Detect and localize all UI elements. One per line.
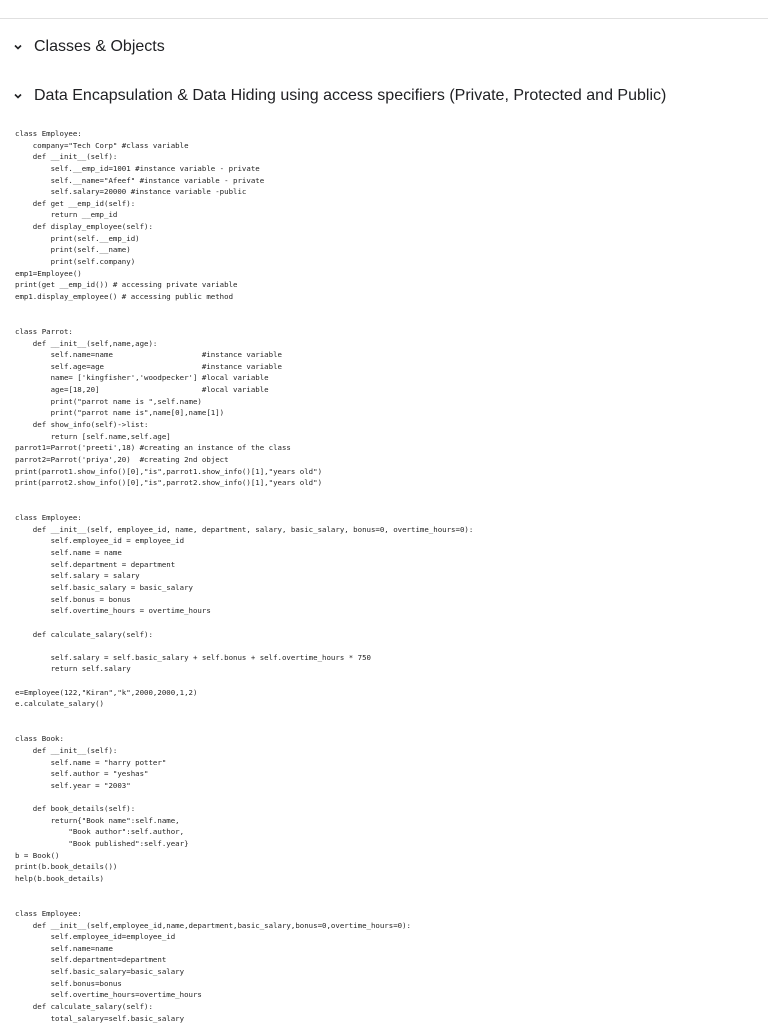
- code-line: self.author = "yeshas": [15, 769, 149, 779]
- code-line: print(self.company): [15, 257, 136, 267]
- code-line: def __init__(self,name,age):: [15, 338, 158, 348]
- code-line: e=Employee(122,"Kiran","k",2000,2000,1,2): [15, 687, 198, 697]
- section-header-classes-objects[interactable]: [0, 32, 768, 62]
- code-line: return self.salary: [15, 664, 131, 674]
- code-line: [15, 303, 760, 315]
- code-line: [15, 896, 760, 908]
- code-line: [15, 710, 760, 722]
- code-line: print("parrot name is ",self.name): [15, 396, 202, 406]
- code-line: return [self.name,self.age]: [15, 431, 171, 441]
- top-bar: [0, 0, 768, 19]
- code-line: class Parrot:: [15, 326, 73, 336]
- code-line: print(parrot1.show_info()[0],"is",parrot1.show_info()[1],"years old"): [15, 466, 323, 476]
- code-block: [15, 128, 760, 1024]
- code-line: self.salary = salary: [15, 571, 140, 581]
- code-line: self.employee_id=employee_id: [15, 932, 176, 942]
- code-line: self.name=name: [15, 943, 113, 953]
- code-line: self.bonus = bonus: [15, 594, 131, 604]
- code-line: def display_employee(self):: [15, 222, 153, 232]
- code-line: def show_info(self)->list:: [15, 420, 149, 430]
- code-line: def calculate_salary(self):: [15, 1002, 153, 1012]
- code-line: [15, 792, 760, 804]
- code-line: parrot2=Parrot('priya',20) #creating 2nd object: [15, 454, 229, 464]
- code-line: def get __emp_id(self):: [15, 198, 136, 208]
- code-line: self.bonus=bonus: [15, 978, 122, 988]
- code-line: self.basic_salary = basic_salary: [15, 582, 193, 592]
- code-line: print(parrot2.show_info()[0],"is",parrot2.show_info()[1],"years old"): [15, 478, 323, 488]
- code-line: class Employee:: [15, 513, 82, 523]
- code-line: self.name = name: [15, 548, 122, 558]
- code-line: self.department = department: [15, 559, 176, 569]
- section-title: Data Encapsulation & Data Hiding using access specifiers (Private, Protected and Public): [34, 87, 667, 104]
- code-line: self.overtime_hours=overtime_hours: [15, 990, 202, 1000]
- code-line: self.__emp_id=1001 #instance variable - private: [15, 163, 260, 173]
- code-line: self.salary=20000 #instance variable -public: [15, 187, 247, 197]
- code-line: self.salary = self.basic_salary + self.bonus + self.overtime_hours * 750: [15, 652, 371, 662]
- code-line: print(b.book_details()): [15, 862, 118, 872]
- code-line: e.calculate_salary(): [15, 699, 104, 709]
- code-line: def __init__(self,employee_id,name,department,basic_salary,bonus=0,overtime_hours=0):: [15, 920, 412, 930]
- code-line: "Book published":self.year}: [15, 839, 189, 849]
- code-line: total_salary=self.basic_salary: [15, 1013, 185, 1023]
- code-line: help(b.book_details): [15, 874, 104, 883]
- code-line: def __init__(self):: [15, 152, 118, 162]
- code-line: print(get __emp_id()) # accessing private variable: [15, 280, 238, 290]
- code-line: print(self.__emp_id): [15, 233, 140, 243]
- code-line: self.__name="Afeef" #instance variable - private: [15, 175, 265, 185]
- code-line: self.age=age #instance variable: [15, 361, 282, 371]
- section-header-data-encapsulation[interactable]: [0, 81, 768, 111]
- code-line: print("parrot name is",name[0],name[1]): [15, 408, 225, 418]
- code-line: "Book author":self.author,: [15, 827, 185, 837]
- code-line: def calculate_salary(self):: [15, 629, 153, 639]
- code-line: return{"Book name":self.name,: [15, 815, 180, 825]
- code-line: [15, 675, 760, 687]
- chevron-down-icon[interactable]: [13, 42, 23, 52]
- code-line: [15, 885, 760, 897]
- chevron-down-icon[interactable]: [13, 91, 23, 101]
- section-title: Classes & Objects: [34, 38, 165, 55]
- code-line: age=[18,20] #local variable: [15, 385, 269, 395]
- code-line: self.basic_salary=basic_salary: [15, 967, 185, 977]
- code-line: def book_details(self):: [15, 804, 136, 814]
- code-line: class Employee:: [15, 129, 82, 138]
- code-line: emp1.display_employee() # accessing public method: [15, 291, 234, 301]
- code-line: self.name = "harry potter": [15, 757, 167, 767]
- code-line: self.year = "2003": [15, 780, 131, 790]
- code-line: self.name=name #instance variable: [15, 350, 282, 360]
- code-line: [15, 314, 760, 326]
- code-line: [15, 501, 760, 513]
- code-line: self.overtime_hours = overtime_hours: [15, 606, 211, 616]
- code-line: name= ['kingfisher','woodpecker'] #local variable: [15, 373, 269, 383]
- code-line: return __emp_id: [15, 210, 118, 220]
- code-line: self.department=department: [15, 955, 167, 965]
- code-line: parrot1=Parrot('preeti',18) #creating an instance of the class: [15, 443, 291, 453]
- code-line: print(self.__name): [15, 245, 131, 255]
- code-line: [15, 617, 760, 629]
- code-line: self.employee_id = employee_id: [15, 536, 185, 546]
- code-line: def __init__(self, employee_id, name, department, salary, basic_salary, bonus=0, overtime_hours=0):: [15, 524, 474, 534]
- code-line: company="Tech Corp" #class variable: [15, 140, 189, 150]
- code-line: [15, 489, 760, 501]
- code-line: [15, 640, 760, 652]
- code-line: emp1=Employee(): [15, 268, 82, 278]
- code-line: b = Book(): [15, 850, 60, 860]
- code-line: [15, 722, 760, 734]
- code-line: def __init__(self):: [15, 745, 118, 755]
- code-line: class Book:: [15, 734, 64, 744]
- code-line: class Employee:: [15, 908, 82, 918]
